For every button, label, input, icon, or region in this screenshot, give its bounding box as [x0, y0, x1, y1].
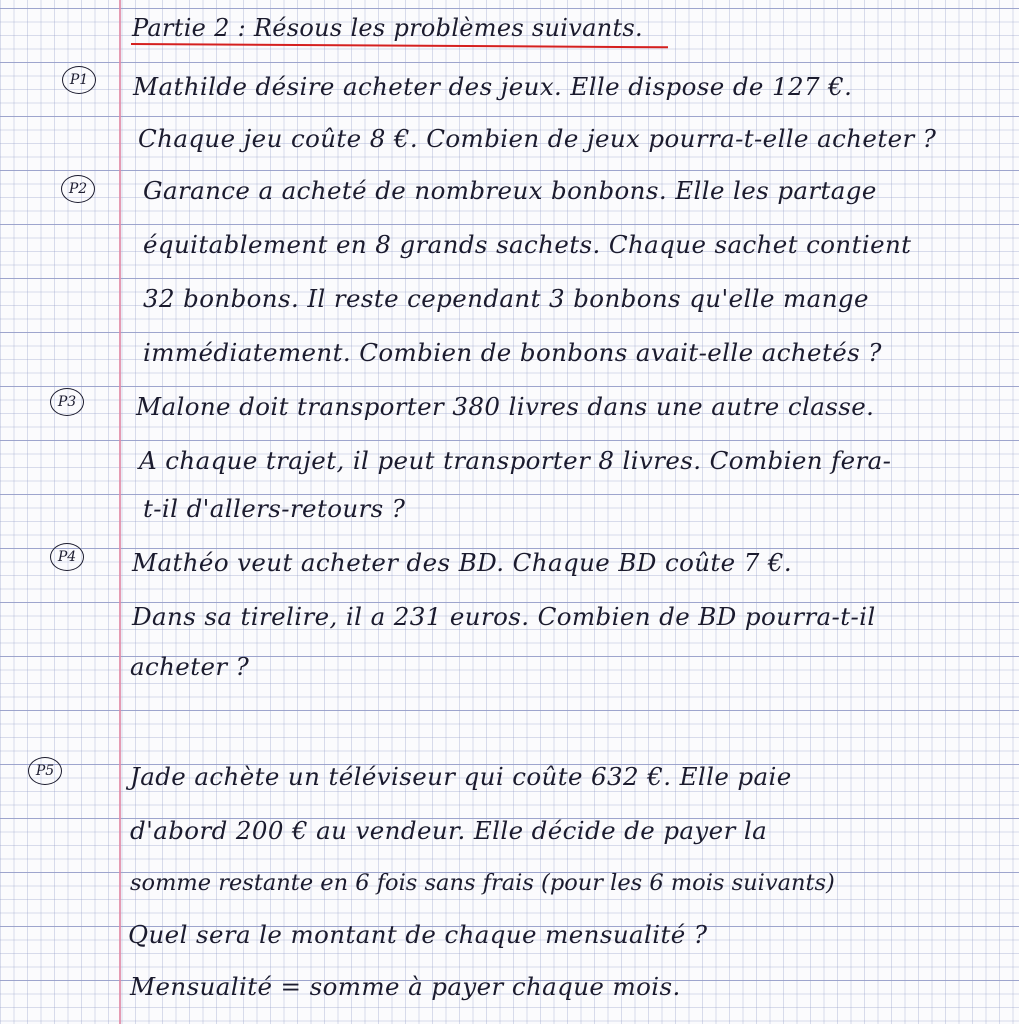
problem-3-line-1: Malone doit transporter 380 livres dans une autre classe. — [136, 392, 875, 421]
problem-5-line-2: d'abord 200 € au vendeur. Elle décide de payer la — [130, 816, 768, 845]
problem-label-p1: P1 — [62, 66, 96, 94]
problem-2-line-3: 32 bonbons. Il reste cependant 3 bonbons qu'elle mange — [143, 284, 869, 313]
problem-5-line-1: Jade achète un téléviseur qui coûte 632 €. Elle paie — [130, 762, 792, 791]
problem-label-p4: P4 — [50, 543, 84, 571]
heading-underline — [131, 43, 668, 48]
problem-3-line-3: t-il d'allers-retours ? — [143, 494, 406, 523]
problem-2-line-1: Garance a acheté de nombreux bonbons. Elle les partage — [143, 176, 877, 205]
problem-5-line-3: somme restante en 6 fois sans frais (pour les 6 mois suivants) — [130, 870, 835, 896]
problem-5-line-5: Mensualité = somme à payer chaque mois. — [130, 972, 681, 1001]
problem-label-p3: P3 — [50, 388, 84, 416]
problem-4-line-1: Mathéo veut acheter des BD. Chaque BD coûte 7 €. — [132, 548, 793, 577]
section-heading: Partie 2 : Résous les problèmes suivants. — [132, 14, 643, 42]
problem-2-line-2: équitablement en 8 grands sachets. Chaque sachet contient — [143, 230, 912, 259]
problem-1-line-2: Chaque jeu coûte 8 €. Combien de jeux pourra-t-elle acheter ? — [138, 124, 937, 153]
problem-3-line-2: A chaque trajet, il peut transporter 8 livres. Combien fera- — [139, 446, 892, 475]
problem-2-line-4: immédiatement. Combien de bonbons avait-elle achetés ? — [143, 338, 882, 367]
problem-4-line-2: Dans sa tirelire, il a 231 euros. Combien de BD pourra-t-il — [132, 602, 876, 631]
notebook-margin-line — [119, 0, 121, 1024]
problem-1-line-1: Mathilde désire acheter des jeux. Elle dispose de 127 €. — [133, 72, 853, 101]
problem-label-p5: P5 — [28, 757, 62, 785]
problem-label-p2: P2 — [61, 175, 95, 203]
problem-4-line-3: acheter ? — [130, 652, 250, 681]
problem-5-line-4: Quel sera le montant de chaque mensualité ? — [128, 920, 708, 949]
